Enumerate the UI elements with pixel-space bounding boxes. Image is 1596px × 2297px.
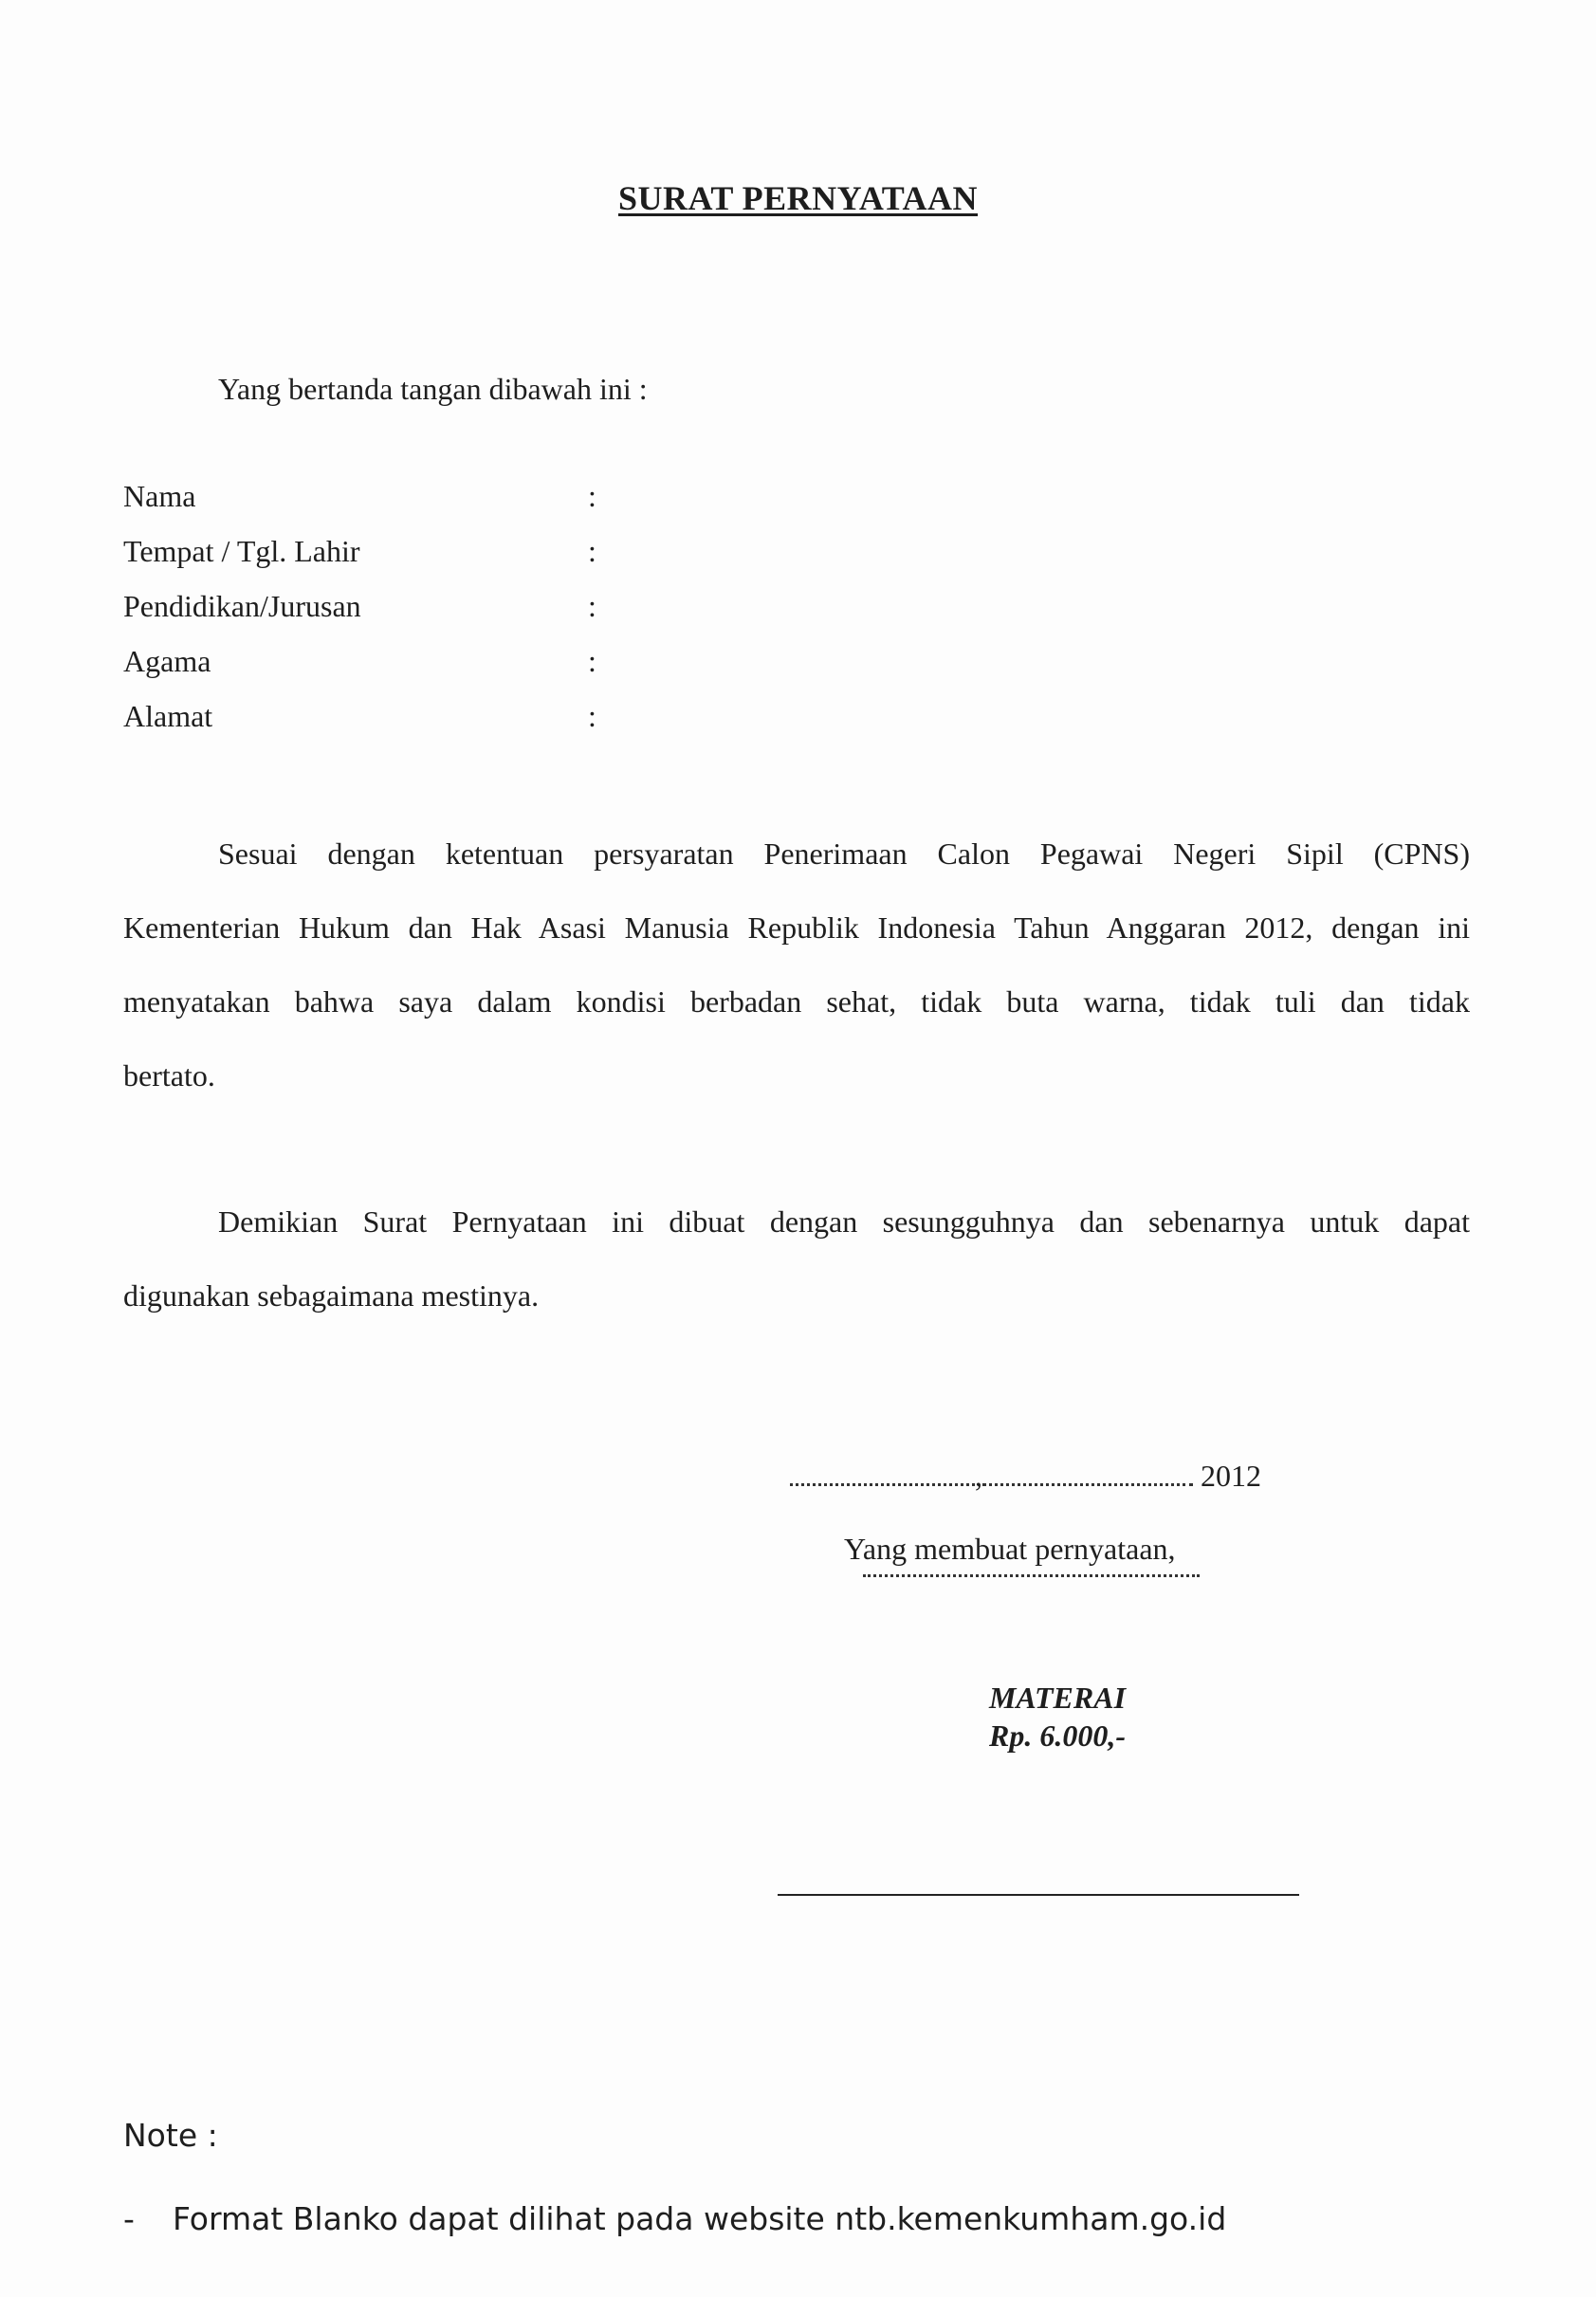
note-text: Format Blanko dapat dilihat pada website ntb.kemenkumham.go.id xyxy=(173,2200,1227,2237)
field-colon: : xyxy=(588,534,596,568)
signature-line xyxy=(778,1894,1299,1896)
place-date-line xyxy=(790,1459,1261,1494)
field-colon: : xyxy=(588,589,596,623)
statement-paragraph xyxy=(123,835,1470,1130)
field-label: Pendidikan/Jurusan xyxy=(123,589,361,623)
field-label: Tempat / Tgl. Lahir xyxy=(123,534,360,568)
paragraph-line: Demikian Surat Pernyataan ini dibuat dengan sesungguhnya dan sebenarnya untuk dapat xyxy=(218,1204,1470,1239)
note-heading: Note : xyxy=(123,2117,218,2154)
field-row-religion xyxy=(123,644,692,699)
field-row-name xyxy=(123,479,692,534)
materai-stamp-box xyxy=(939,1679,1176,1755)
field-row-education xyxy=(123,589,692,644)
field-colon: : xyxy=(588,699,596,733)
paragraph-line: Kementerian Hukum dan Hak Asasi Manusia Republik Indonesia Tahun Anggaran 2012, dengan ini xyxy=(123,910,1470,945)
place-blank xyxy=(790,1461,975,1486)
date-year: 2012 xyxy=(1201,1459,1261,1493)
paragraph-line: menyatakan bahwa saya dalam kondisi berbadan sehat, tidak buta warna, tidak tuli dan tidak xyxy=(123,984,1470,1019)
identity-fields xyxy=(123,479,692,754)
paragraph-line: Sesuai dengan ketentuan persyaratan Penerimaan Calon Pegawai Negeri Sipil (CPNS) xyxy=(218,836,1470,871)
note-dash: - xyxy=(123,2200,135,2237)
maker-name-blank xyxy=(863,1574,1200,1577)
paragraph-line: bertato. xyxy=(123,1058,215,1093)
field-label: Agama xyxy=(123,644,211,678)
field-row-address xyxy=(123,699,692,754)
intro-text: Yang bertanda tangan dibawah ini : xyxy=(218,372,648,406)
document-title: SURAT PERNYATAAN xyxy=(617,179,979,217)
field-label: Nama xyxy=(123,479,196,513)
field-colon: : xyxy=(588,644,596,678)
paragraph-line: digunakan sebagaimana mestinya. xyxy=(123,1278,540,1313)
maker-label: Yang membuat pernyataan, xyxy=(844,1532,1176,1566)
place-date-separator: , xyxy=(975,1459,982,1493)
field-label: Alamat xyxy=(123,699,213,733)
materai-label: MATERAI xyxy=(988,1681,1127,1715)
field-row-birth xyxy=(123,534,692,589)
note-item xyxy=(123,2200,1226,2237)
closing-paragraph xyxy=(123,1203,1470,1351)
field-colon: : xyxy=(588,479,596,513)
materai-amount: Rp. 6.000,- xyxy=(989,1718,1126,1753)
date-blank xyxy=(982,1461,1193,1486)
